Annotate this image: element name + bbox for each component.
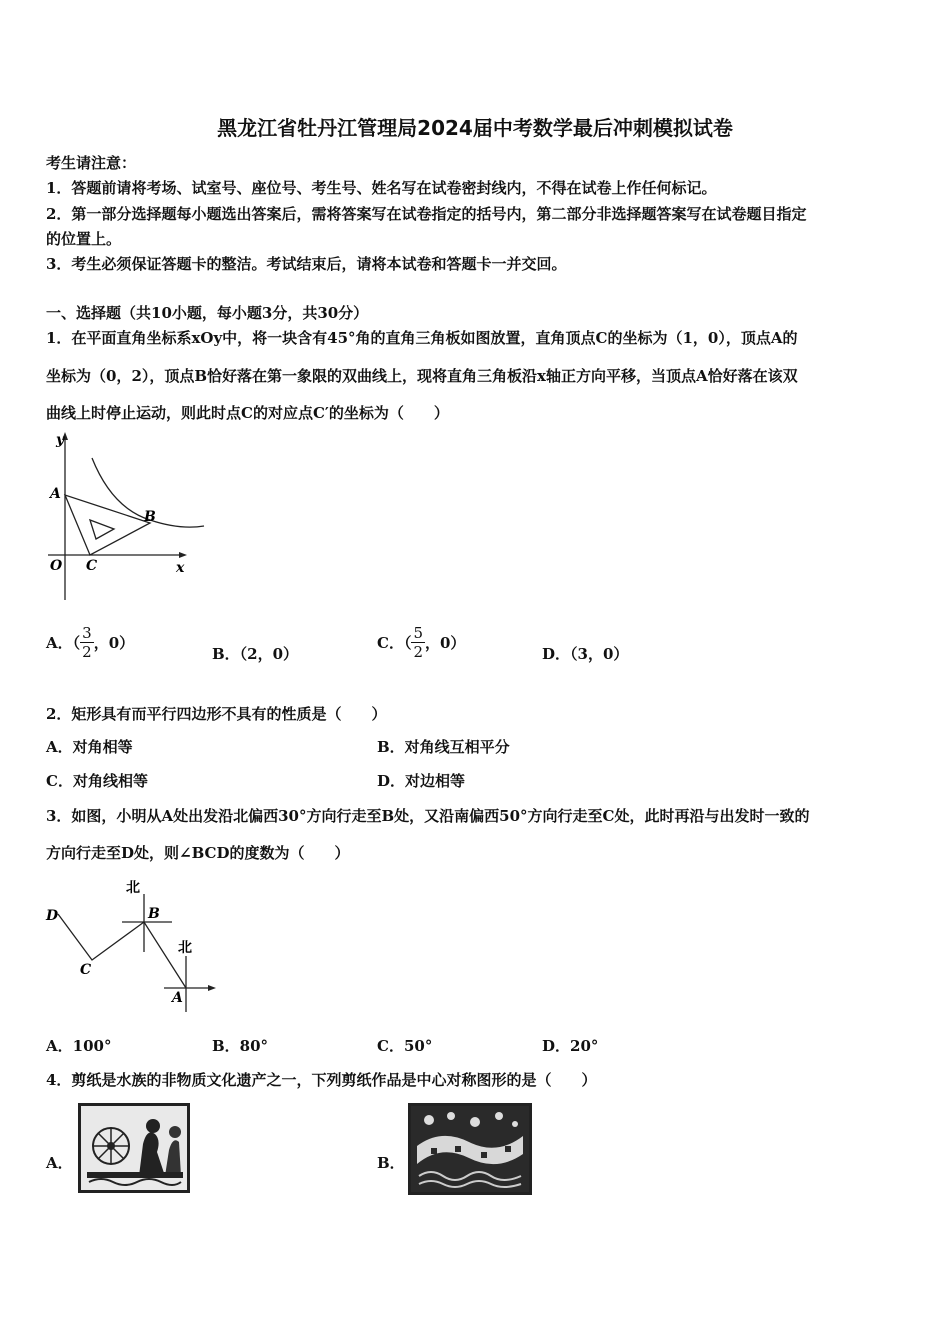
label-c: C: [86, 558, 98, 574]
label-c: C: [80, 962, 92, 978]
label-d: D: [46, 908, 59, 924]
walking-path: [58, 914, 186, 988]
q2-option-a[interactable]: A．对角相等: [46, 738, 133, 756]
notice-item-2: 2．第一部分选择题每小题选出答案后，需将答案写在试卷指定的括号内，第二部分非选择题答案写在试卷题目指定: [46, 205, 807, 223]
section-heading: 一、选择题（共10小题，每小题3分，共30分）: [46, 304, 369, 322]
q1-option-c-tail: ，0）: [425, 634, 466, 652]
label-o: O: [50, 558, 63, 574]
north-label-a: 北: [178, 940, 192, 956]
q1-option-a[interactable]: [46, 624, 134, 661]
q3-stem-line-2: 方向行走至D处，则∠BCD的度数为（ ）: [46, 844, 350, 862]
q3-figure: [40, 876, 220, 1018]
label-y: y: [56, 432, 65, 448]
papercut-b-art: [411, 1106, 529, 1192]
q3-option-d[interactable]: D．20°: [542, 1037, 599, 1055]
q1-option-b[interactable]: B．（2，0）: [212, 645, 299, 663]
label-b: B: [148, 906, 160, 922]
fraction-5-2: $\frac{5}{2}$: [413, 624, 423, 661]
q3-stem-line-1: 3．如图，小明从A处出发沿北偏西30°方向行走至B处，又沿南偏西50°方向行走至C处，此时再沿与出发时一致的: [46, 807, 810, 825]
q1-stem-line-2: 坐标为（0，2），顶点B恰好落在第一象限的双曲线上，现将直角三角板沿x轴正方向平移，当顶点A恰好落在该双: [46, 367, 798, 385]
label-a: A: [172, 990, 183, 1006]
q2-option-b[interactable]: B．对角线互相平分: [377, 738, 510, 756]
q3-option-b[interactable]: B．80°: [212, 1037, 269, 1055]
notice-heading: 考生请注意：: [46, 154, 137, 172]
triangle-ruler: [65, 495, 150, 555]
q4-papercut-image-b: [408, 1103, 532, 1195]
q3-option-a[interactable]: A．100°: [46, 1037, 112, 1055]
q1-option-a-label: A．（: [46, 634, 81, 652]
notice-item-3: 3．考生必须保证答题卡的整洁。考试结束后，请将本试卷和答题卡一并交回。: [46, 255, 567, 273]
q2-option-c[interactable]: C．对角线相等: [46, 772, 148, 790]
label-x: x: [176, 560, 185, 576]
q4-option-a[interactable]: A．: [46, 1154, 73, 1172]
label-b: B: [144, 509, 156, 525]
page-title: 黑龙江省牡丹江管理局2024届中考数学最后冲刺模拟试卷: [217, 116, 733, 140]
triangle-inner: [90, 520, 114, 539]
fraction-3-2: $\frac{3}{2}$: [82, 624, 92, 661]
q1-option-d[interactable]: D．（3，0）: [542, 645, 629, 663]
q1-option-c[interactable]: [377, 624, 465, 661]
notice-item-2-cont: 的位置上。: [46, 230, 122, 248]
papercut-a-art: [81, 1106, 187, 1190]
q1-stem-line-3: 曲线上时停止运动，则此时点C的对应点C′的坐标为（ ）: [46, 404, 449, 422]
x-axis-arrow: [179, 552, 187, 558]
notice-item-1: 1．答题前请将考场、试室号、座位号、考生号、姓名写在试卷密封线内，不得在试卷上作任何标记。: [46, 179, 717, 197]
q4-option-b[interactable]: B．: [377, 1154, 405, 1172]
q4-papercut-image-a: [78, 1103, 190, 1193]
q4-stem: 4．剪纸是水族的非物质文化遗产之一，下列剪纸作品是中心对称图形的是（ ）: [46, 1071, 597, 1089]
q1-stem-line-1: 1．在平面直角坐标系xOy中，将一块含有45°角的直角三角板如图放置，直角顶点C的坐标为（1，0），顶点A的: [46, 329, 798, 347]
q2-stem: 2．矩形具有而平行四边形不具有的性质是（ ）: [46, 705, 387, 723]
q3-option-c[interactable]: C．50°: [377, 1037, 433, 1055]
q1-option-c-label: C．（: [377, 634, 412, 652]
q1-figure: [40, 428, 215, 606]
q2-option-d[interactable]: D．对边相等: [377, 772, 466, 790]
north-label-b: 北: [126, 880, 140, 896]
label-a: A: [50, 486, 61, 502]
east-arrow-a: [208, 985, 216, 991]
q1-option-a-tail: ，0）: [93, 634, 135, 652]
